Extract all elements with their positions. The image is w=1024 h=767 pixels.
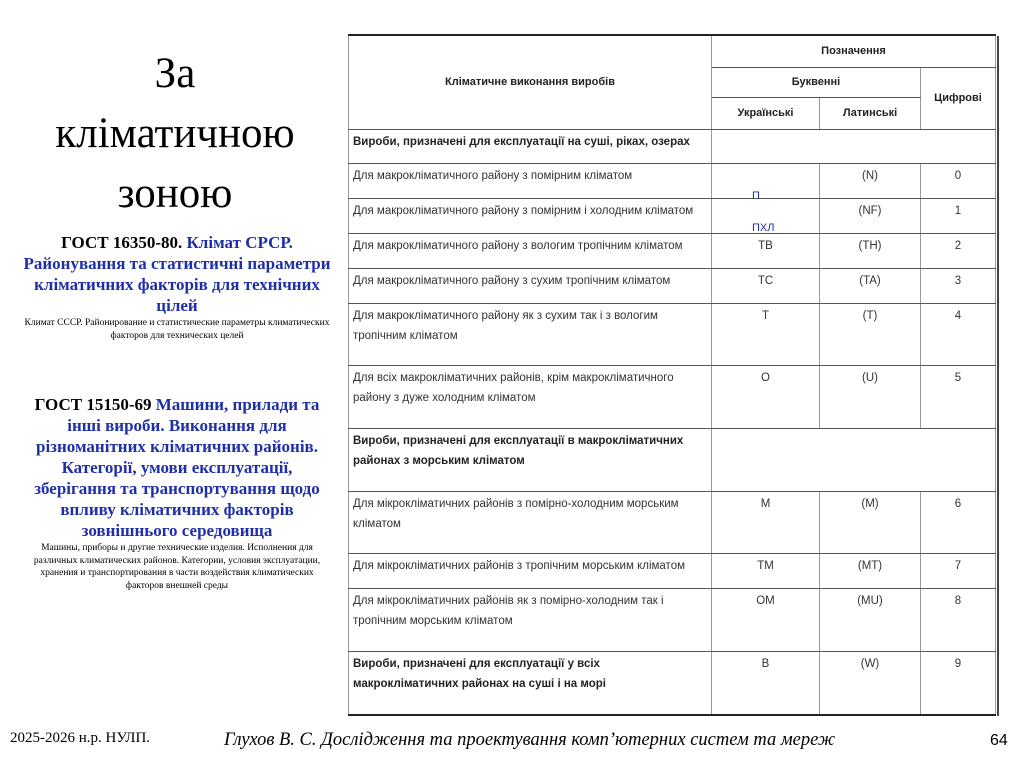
- section-text-cell: Вироби, призначені для експлуатації на суші, ріках, озерах: [349, 129, 712, 164]
- gost-16350-heading: [22, 232, 332, 316]
- table-row: [349, 233, 996, 268]
- ukrainian-code-cell: ОМ: [712, 589, 820, 652]
- gost-16350-name: Клімат СРСР. Районування та статистичні параметри кліматичних факторів для технічних цілей: [23, 233, 331, 315]
- latin-code-cell: (N): [820, 164, 921, 199]
- ukrainian-code-cell: В: [712, 651, 820, 715]
- ukrainian-code-cell: [712, 164, 820, 199]
- climate-description-cell: Для макрокліматичного району з помірним кліматом: [349, 164, 712, 199]
- digit-code-cell: 4: [921, 303, 996, 366]
- latin-code-cell: (W): [820, 651, 921, 715]
- table-row: [349, 268, 996, 303]
- climate-description-cell: Для макрокліматичного району як з сухим так і з вологим тропічним кліматом: [349, 303, 712, 366]
- gost-15150-heading: [22, 394, 332, 541]
- table-row: [349, 199, 996, 234]
- footer-page-number: 64: [990, 732, 1008, 749]
- latin-code-cell: (MU): [820, 589, 921, 652]
- title-line-3: зоною: [117, 170, 233, 217]
- digit-code-cell: 2: [921, 233, 996, 268]
- digit-code-cell: 7: [921, 554, 996, 589]
- header-digit: Цифрові: [921, 67, 996, 129]
- climate-description-cell: Для мікрокліматичних районів з тропічним морським кліматом: [349, 554, 712, 589]
- title-line-1: За: [154, 50, 196, 97]
- climate-description-cell: Для макрокліматичного району з вологим тропічним кліматом: [349, 233, 712, 268]
- slide-title: [20, 44, 330, 224]
- latin-code-cell: (TA): [820, 268, 921, 303]
- ukrainian-code-cell: Т: [712, 303, 820, 366]
- table-row: [349, 554, 996, 589]
- header-ukrainian: Українські: [712, 97, 820, 129]
- latin-code-cell: (NF): [820, 199, 921, 234]
- latin-code-cell: (T): [820, 303, 921, 366]
- header-designation: Позначення: [712, 35, 996, 67]
- latin-code-cell: (TH): [820, 233, 921, 268]
- gost-15150-russian: Машины, приборы и другие технические изделия. Исполнения для различных климатических районов. Категории, условия эксплуатации, хранения и транспортирования в части воздействия климатических факторов внешней среды: [33, 543, 321, 591]
- table-section-row: [349, 429, 996, 492]
- table-row: [349, 164, 996, 199]
- latin-code-cell: (U): [820, 366, 921, 429]
- climate-description-cell: Для всіх макрокліматичних районів, крім макрокліматичного району з дуже холодним кліматом: [349, 366, 712, 429]
- footer-academic-year: 2025-2026 н.р. НУЛП.: [10, 730, 151, 746]
- ukrainian-code-cell: О: [712, 366, 820, 429]
- ukrainian-code-cell: ТВ: [712, 233, 820, 268]
- latin-code-cell: (MT): [820, 554, 921, 589]
- digit-code-cell: 6: [921, 491, 996, 554]
- table-row: [349, 651, 996, 715]
- climate-description-cell: Для макрокліматичного району з сухим тропічним кліматом: [349, 268, 712, 303]
- gost-15150-code: ГОСТ 15150-69: [34, 395, 152, 414]
- gost-15150-name: Машини, прилади та інші вироби. Виконання для різноманітних кліматичних районів. Категорії, умови експлуатації, зберігання та транспортування щодо впливу кліматичних факторів зовнішнього середовища: [34, 395, 320, 540]
- climate-description-cell: Для мікрокліматичних районів з помірно-холодним морським кліматом: [349, 491, 712, 554]
- vertical-rule: [997, 36, 999, 716]
- digit-code-cell: 9: [921, 651, 996, 715]
- header-latin: Латинські: [820, 97, 921, 129]
- ukrainian-code-cell: ТС: [712, 268, 820, 303]
- climate-description-cell: Для макрокліматичного району з помірним і холодним кліматом: [349, 199, 712, 234]
- gost-15150-block: [22, 394, 332, 592]
- overlay-letter-p: П: [752, 190, 760, 202]
- header-climate-design: Кліматичне виконання виробів: [349, 35, 712, 129]
- section-text-cell: Вироби, призначені для експлуатації в макрокліматичних районах з морським кліматом: [349, 429, 712, 492]
- digit-code-cell: 8: [921, 589, 996, 652]
- header-letter: Буквенні: [712, 67, 921, 97]
- gost-16350-russian: Климат СССР. Районирование и статистические параметры климатических факторов для технических целей: [24, 318, 330, 341]
- digit-code-cell: 1: [921, 199, 996, 234]
- climate-description-cell: Для мікрокліматичних районів як з помірно-холодним так і тропічним морським кліматом: [349, 589, 712, 652]
- overlay-letter-phl: ПХЛ: [752, 222, 775, 234]
- ukrainian-code-cell: М: [712, 491, 820, 554]
- section-empty-cell: [712, 129, 996, 164]
- table-section-row: [349, 129, 996, 164]
- climate-design-table: [348, 34, 996, 716]
- digit-code-cell: 3: [921, 268, 996, 303]
- section-empty-cell: [712, 429, 996, 492]
- climate-table-container: [348, 34, 995, 716]
- gost-16350-block: [22, 232, 332, 342]
- digit-code-cell: 0: [921, 164, 996, 199]
- ukrainian-code-cell: ТМ: [712, 554, 820, 589]
- gost-16350-code: ГОСТ 16350-80.: [61, 233, 183, 252]
- latin-code-cell: (M): [820, 491, 921, 554]
- table-row: [349, 491, 996, 554]
- title-line-2: кліматичною: [55, 110, 295, 157]
- footer-author-course: Глухов В. С. Дослідження та проектування комп’ютерних систем та мереж: [224, 730, 836, 750]
- table-body: [349, 129, 996, 715]
- climate-description-cell: Вироби, призначені для експлуатації у всіх макрокліматичних районах на суші і на морі: [349, 651, 712, 715]
- table-row: [349, 589, 996, 652]
- table-row: [349, 303, 996, 366]
- table-row: [349, 366, 996, 429]
- digit-code-cell: 5: [921, 366, 996, 429]
